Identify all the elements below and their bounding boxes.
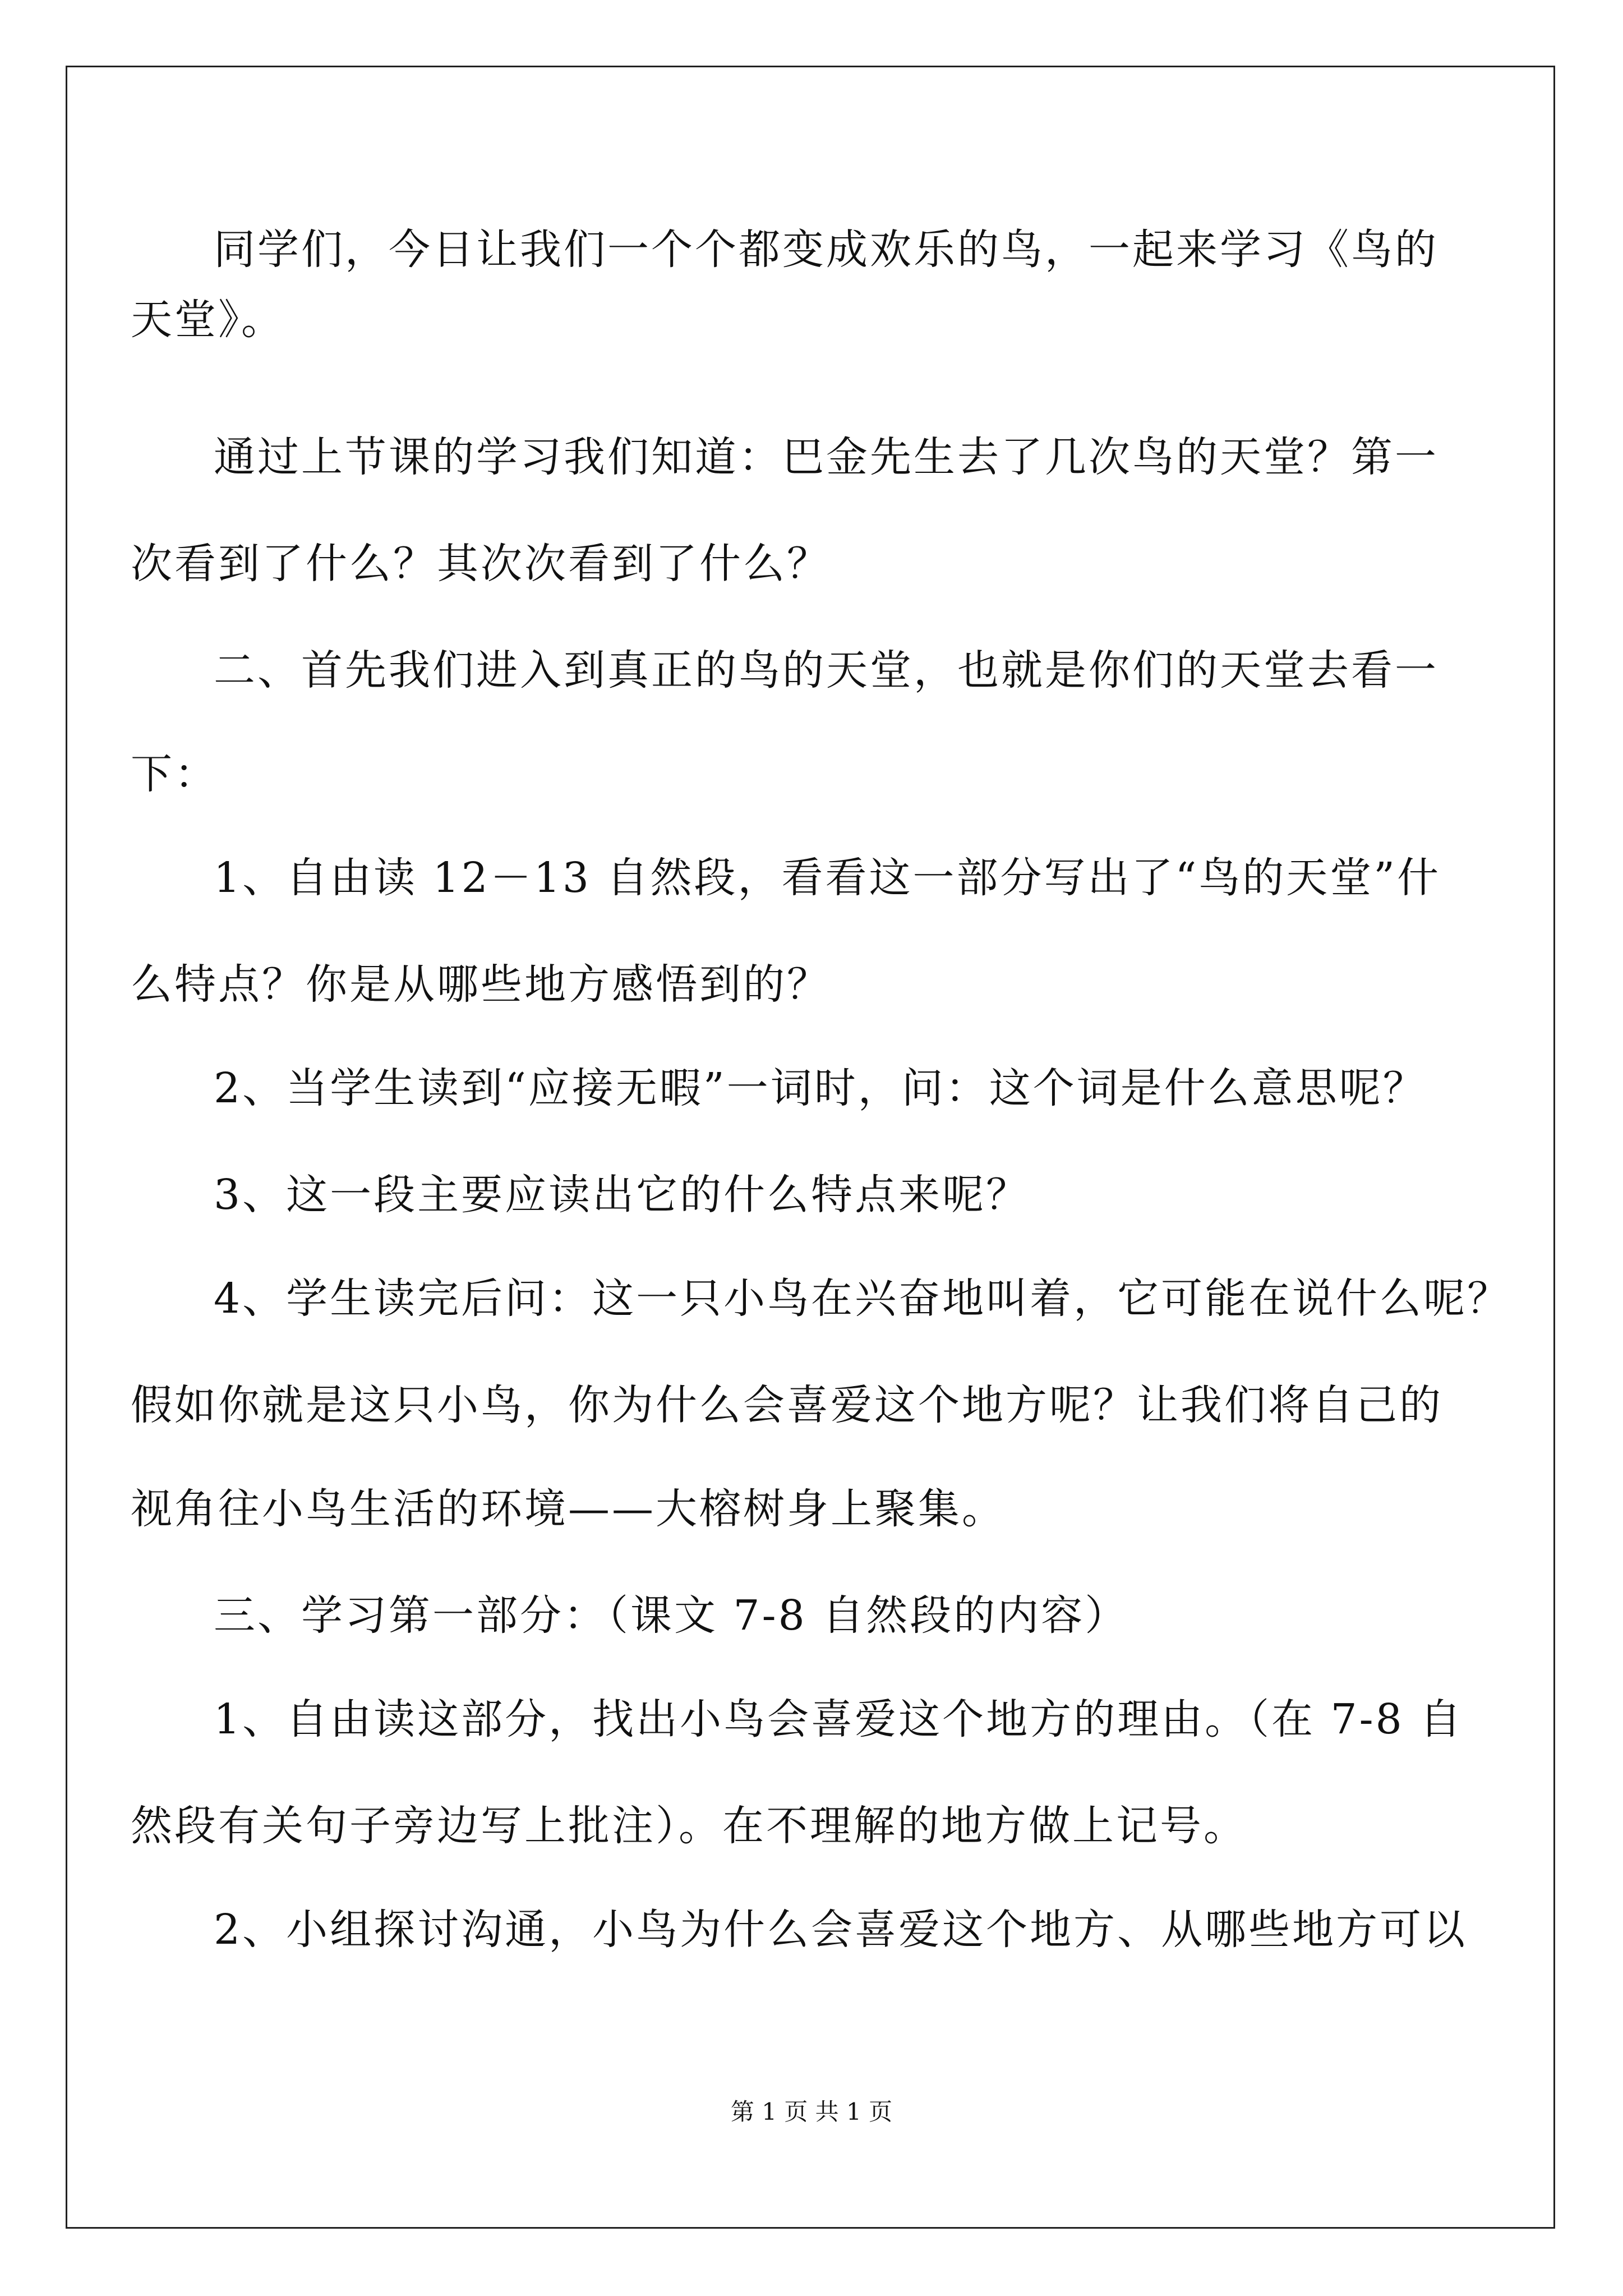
paragraph-line: 2、当学生读到“应接无暇”一词时，问：这个词是什么意思呢？ bbox=[214, 1064, 1427, 1112]
paragraph-line: 2、小组探讨沟通，小鸟为什么会喜爱这个地方、从哪些地方可以 bbox=[214, 1906, 1468, 1954]
paragraph-line: 1、自由读这部分，找出小鸟会喜爱这个地方的理由。（在 7-8 自 bbox=[214, 1695, 1464, 1743]
paragraph-line: 天堂》。 bbox=[131, 296, 285, 344]
paragraph-line: 1、自由读 12－13 自然段，看看这一部分写出了“鸟的天堂”什 bbox=[214, 854, 1441, 902]
paragraph-line: 二、首先我们进入到真正的鸟的天堂，也就是你们的天堂去看一 bbox=[214, 646, 1438, 694]
paragraph-line: 假如你就是这只小鸟，你为什么会喜爱这个地方呢？让我们将自己的 bbox=[131, 1381, 1443, 1429]
paragraph-line: 下： bbox=[131, 750, 218, 798]
paragraph-line: 然段有关句子旁边写上批注）。在不理解的地方做上记号。 bbox=[131, 1802, 1247, 1850]
paragraph-line: 么特点？你是从哪些地方感悟到的？ bbox=[131, 960, 831, 1009]
paragraph-line: 同学们，今日让我们一个个都变成欢乐的鸟，一起来学习《鸟的 bbox=[214, 226, 1438, 274]
paragraph-line: 三、学习第一部分：（课文 7-8 自然段的内容） bbox=[214, 1591, 1129, 1640]
paragraph-line: 4、学生读完后问：这一只小鸟在兴奋地叫着，它可能在说什么呢？ bbox=[214, 1274, 1511, 1323]
paragraph-line: 次看到了什么？其次次看到了什么？ bbox=[131, 540, 831, 588]
document-body bbox=[131, 0, 1511, 2076]
paragraph-line: 视角往小鸟生活的环境——大榕树身上聚集。 bbox=[131, 1485, 1006, 1533]
paragraph-line: 通过上节课的学习我们知道：巴金先生去了几次鸟的天堂？第一 bbox=[214, 433, 1438, 481]
paragraph-line: 3、这一段主要应读出它的什么特点来呢？ bbox=[214, 1171, 1030, 1219]
page-number-footer: 第 1 页 共 1 页 bbox=[730, 2098, 893, 2125]
